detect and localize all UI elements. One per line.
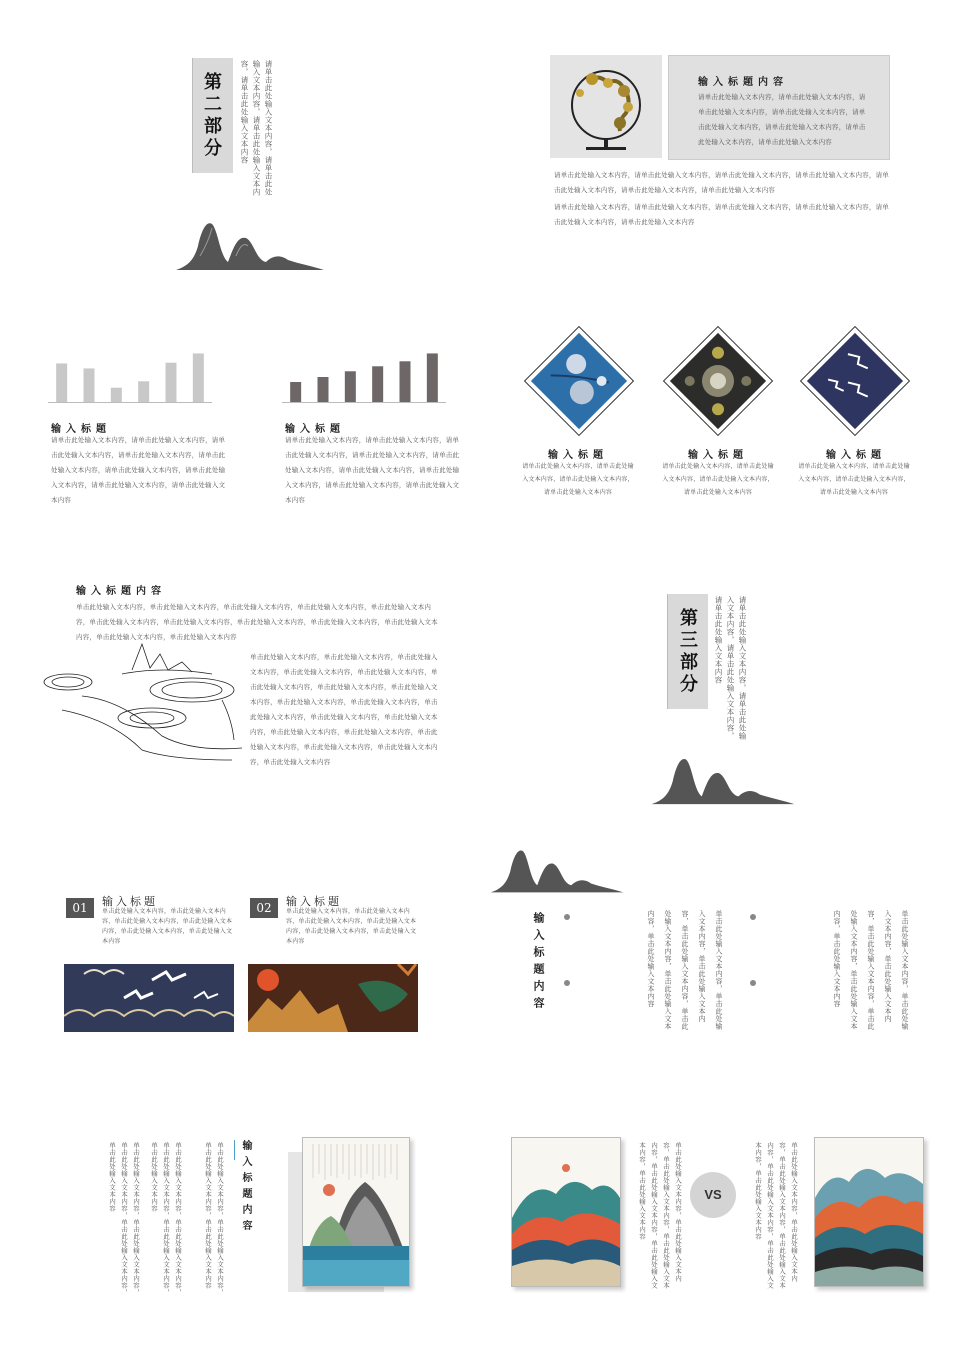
slide2-box-text: 请单击此处输入文本内容，请单击此处输入文本内容，请单击此处输入文本内容，请单击此处输入文本内容，请单击此处输入文本内容，请单击此处输入文本内容，请单击此处输入文本内容，请单击此处输入文本内容 — [698, 93, 866, 146]
slide8-right-column: 单击此处输入文本内容，单击此处输入文本内容，单击此处输入文本内容，单击此处输入文本内容，单击此处输入文本内容，单击此处输入文本内容，单击此处输入文本内容 — [833, 910, 909, 1030]
bullet-dot — [564, 914, 570, 920]
diamond-3-title: 输入标题 — [826, 450, 886, 461]
vs-label: VS — [704, 1187, 722, 1202]
slide8-left-column: 单击此处输入文本内容，单击此处输入文本内容，单击此处输入文本内容，单击此处输入文本内容，单击此处输入文本内容，单击此处输入文本内容，单击此处输入文本内容 — [647, 910, 723, 1030]
ink-mountain-illustration-8 — [484, 844, 630, 896]
mountain-poster-1 — [302, 1137, 410, 1287]
slide2-body-text-2: 请单击此处输入文本内容，请单击此处输入文本内容，请单击此处输入文本内容，请单击此处输入文本内容，请单击此处输入文本内容，请单击此处输入文本内容 — [554, 203, 889, 226]
diamond-image-cranes — [800, 326, 910, 436]
slide8-title: 输入标题内容 — [532, 912, 545, 1014]
bar — [372, 366, 383, 402]
slide5-title: 输入标题内容 — [76, 586, 166, 597]
chart-left-text: 请单击此处输入文本内容，请单击此处输入文本内容，请单击此处输入文本内容，请单击此处输入文本内容，请单击此处输入文本内容，请单击此处输入文本内容，请单击此处输入文本内容，请单击此处输入文本内容，请单击此处输入文本内容 — [51, 436, 226, 504]
diamond-1-title: 输入标题 — [548, 450, 608, 461]
chart-left-title: 输入标题 — [51, 424, 111, 435]
slide2-body-text-1: 请单击此处输入文本内容，请单击此处输入文本内容，请单击此处输入文本内容，请单击此处输入文本内容，请单击此处输入文本内容，请单击此处输入文本内容，请单击此处输入文本内容 — [554, 171, 889, 194]
line-art-landscape — [42, 640, 242, 762]
bar — [84, 368, 95, 402]
section-title: 第二部分 — [201, 72, 222, 160]
section-paragraph: 请单击此处输入文本内容，请单击此处输入文本内容，请单击此处输入文本内容，请单击此处输入文本内容 — [240, 60, 273, 196]
diamond-2-text: 请单击此处输入文本内容，请单击此处输入文本内容，请单击此处输入文本内容，请单击此处输入文本内容 — [662, 463, 774, 496]
sun-pine-image — [248, 964, 418, 1032]
slide9-col-2: 单击此处输入文本内容，单击此处输入文本内容，单击此处输入文本内容，单击此处输入文本内容，单击此处输入文本内容 — [150, 1142, 182, 1296]
vs-left-text: 单击此处输入文本内容，单击此处输入文本内容，单击此处输入文本内容，单击此处输入文本内容，单击此处输入文本内容，单击此处输入文本内容，单击此处输入文本内容 — [638, 1142, 682, 1289]
bar — [111, 388, 122, 402]
item-01-text: 单击此处输入文本内容，单击此处输入文本内容，单击此处输入文本内容，单击此处输入文本内容，单击此处输入文本内容，单击此处输入文本内容 — [102, 908, 233, 945]
slide5-intro: 单击此处输入文本内容，单击此处输入文本内容，单击此处输入文本内容，单击此处输入文本内容，单击此处输入文本内容，单击此处输入文本内容，单击此处输入文本内容，单击此处输入文本内容，单击此处输入文本内容，单击此处输入文本内容，单击此处输入文本内容，单击此处输入文本内容 — [76, 603, 438, 641]
item-01-title: 输入标题 — [102, 895, 158, 908]
bar — [318, 377, 329, 402]
slide9-col-3: 单击此处输入文本内容，单击此处输入文本内容，单击此处输入文本内容，单击此处输入文本内容 — [204, 1142, 224, 1296]
mountain-poster-2 — [511, 1137, 621, 1287]
bar — [193, 353, 204, 402]
mountain-poster-3 — [814, 1137, 924, 1287]
accent-line — [234, 1140, 235, 1160]
diamond-1-text: 请单击此处输入文本内容，请单击此处输入文本内容，请单击此处输入文本内容，请单击此处输入文本内容 — [522, 463, 634, 496]
bar — [290, 382, 301, 402]
bar — [427, 353, 438, 402]
diamond-3-text: 请单击此处输入文本内容，请单击此处输入文本内容，请单击此处输入文本内容，请单击此处输入文本内容 — [798, 463, 910, 496]
bullet-dot — [750, 980, 756, 986]
chart-right-text: 请单击此处输入文本内容，请单击此处输入文本内容，请单击此处输入文本内容，请单击此处输入文本内容，请单击此处输入文本内容，请单击此处输入文本内容，请单击此处输入文本内容，请单击此处输入文本内容，请单击此处输入文本内容 — [285, 436, 460, 504]
item-02-title: 输入标题 — [286, 895, 342, 908]
diamond-image-dark-floral — [663, 326, 773, 436]
bar — [138, 381, 149, 402]
ink-mountain-illustration-3 — [650, 752, 796, 808]
item-02-text: 单击此处输入文本内容，单击此处输入文本内容，单击此处输入文本内容，单击此处输入文本内容，单击此处输入文本内容，单击此处输入文本内容 — [286, 908, 417, 945]
section-3-paragraph: 请单击此处输入文本内容，请单击此处输入文本内容，请单击此处输入文本内容，请单击此处输入文本内容 — [714, 596, 747, 740]
section-title-3: 第三部分 — [677, 608, 698, 696]
vs-right-text: 单击此处输入文本内容，单击此处输入文本内容，单击此处输入文本内容，单击此处输入文本内容，单击此处输入文本内容，单击此处输入文本内容，单击此处输入文本内容 — [754, 1142, 798, 1289]
slide9-title: 输入标题内容 — [240, 1140, 251, 1236]
chart-right-title: 输入标题 — [285, 424, 345, 435]
ornament-photo — [550, 55, 662, 158]
ink-mountain-illustration — [176, 216, 324, 274]
number-badge-02: 02 — [250, 898, 278, 918]
bar — [166, 363, 177, 402]
number-badge-01: 01 — [66, 898, 94, 918]
bar — [400, 361, 411, 402]
diamond-2-title: 输入标题 — [688, 450, 748, 461]
bar — [56, 363, 67, 402]
slide5-body: 单击此处输入文本内容，单击此处输入文本内容，单击此处输入文本内容，单击此处输入文本内容，单击此处输入文本内容，单击此处输入文本内容，单击此处输入文本内容，单击此处输入文本内容，单击此处输入文本内容，单击此处输入文本内容，单击此处输入文本内容，单击此处输入文本内容，单击此处输入文本内容，单击此处输入文本内容，单击此处输入文本内容，单击此处输入文本内容，单击此处输入文本内容，单击此处输入文本内容，单击此处输入文本内容 — [250, 653, 438, 766]
slide2-title: 输入标题内容 — [698, 77, 788, 88]
bar — [345, 371, 356, 402]
bar-chart-left — [48, 350, 212, 406]
bullet-dot — [750, 914, 756, 920]
bar-chart-right — [282, 350, 446, 406]
diamond-image-blue-flowers — [524, 326, 634, 436]
slide9-col-1: 单击此处输入文本内容，单击此处输入文本内容，单击此处输入文本内容，单击此处输入文本内容，单击此处输入文本内容 — [108, 1142, 140, 1296]
cranes-waves-image — [64, 964, 234, 1032]
bullet-dot — [564, 980, 570, 986]
